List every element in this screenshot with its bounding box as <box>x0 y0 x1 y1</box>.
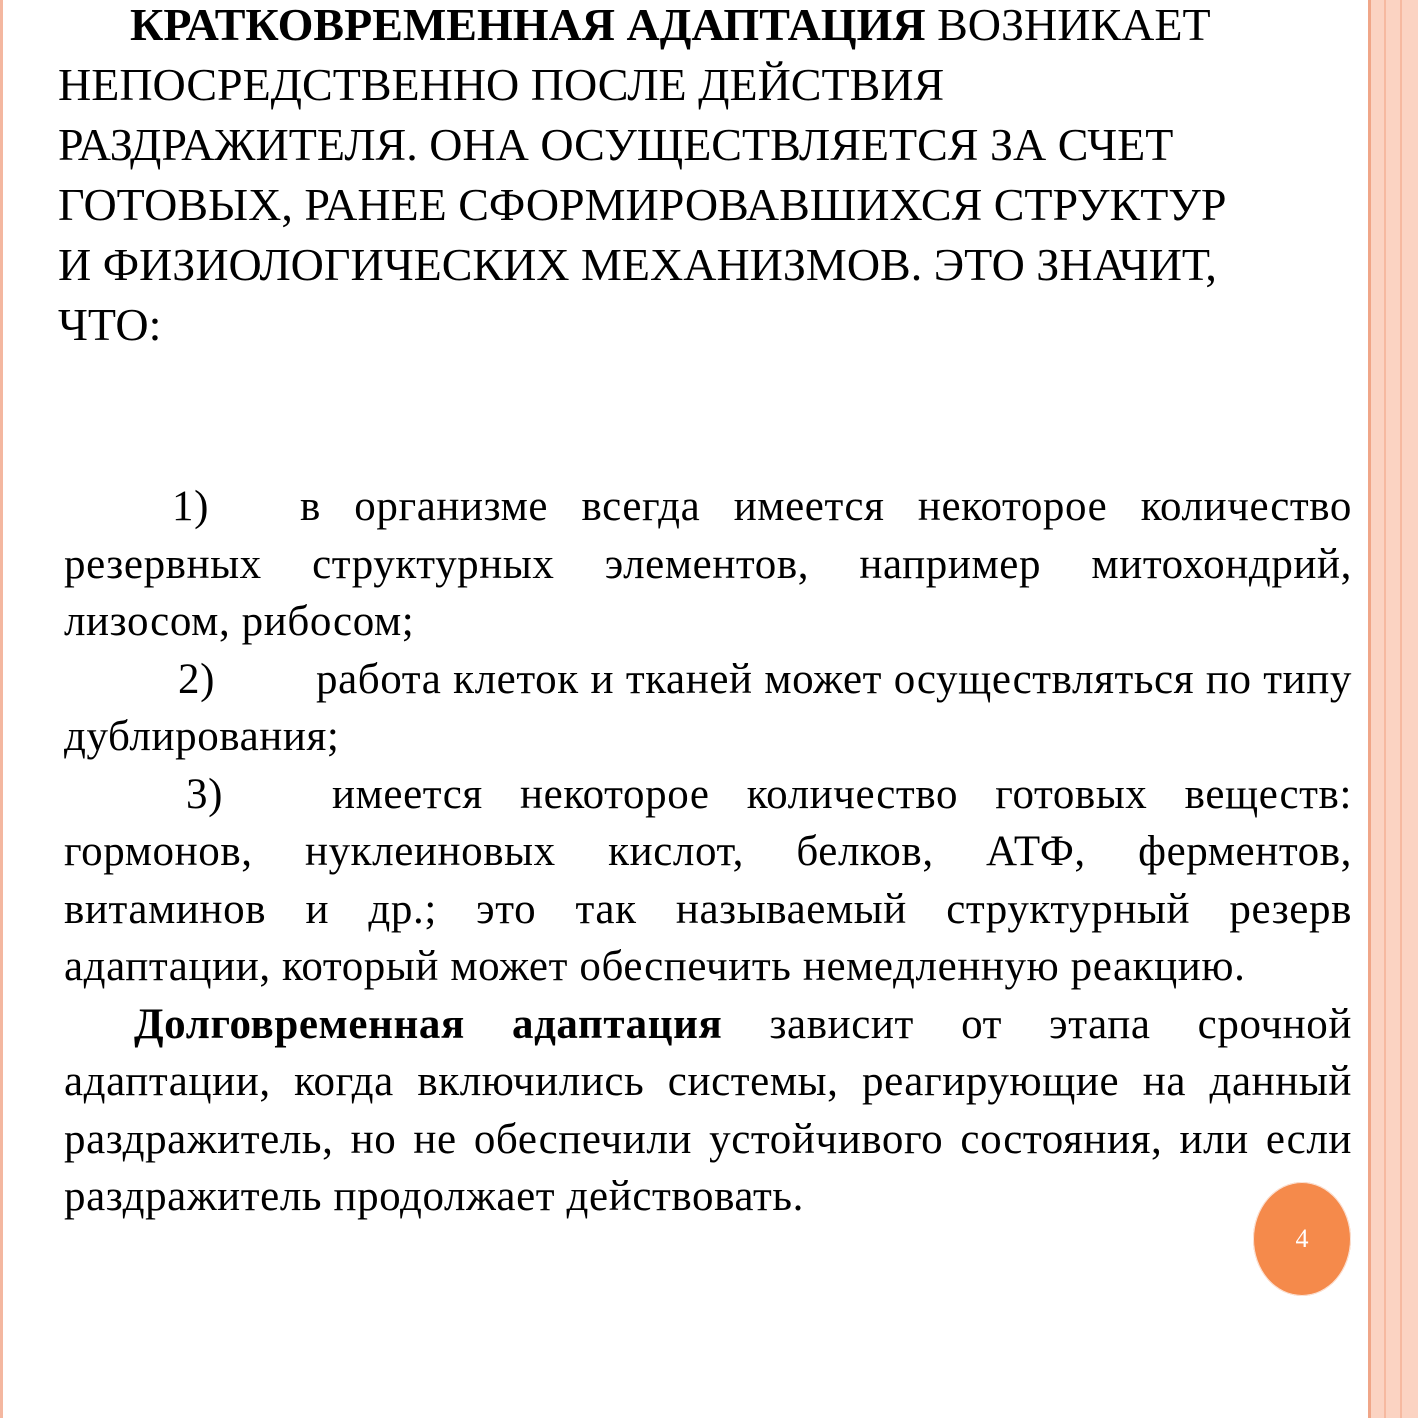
slide-border-right-line <box>1368 0 1371 1418</box>
title-line: НЕПОСРЕДСТВЕННО ПОСЛЕ ДЕЙСТВИЯ <box>58 59 945 110</box>
slide-body <box>64 478 1352 1226</box>
title-bold-term: КРАТКОВРЕМЕННАЯ АДАПТАЦИЯ <box>130 0 926 50</box>
title-line: ЧТО: <box>58 299 162 350</box>
title-text: ВОЗНИКАЕТ <box>925 0 1211 50</box>
list-item <box>64 651 1352 766</box>
slide-border-right-line <box>1400 0 1402 1418</box>
slide-border-right-line <box>1384 0 1386 1418</box>
list-item <box>64 478 1352 651</box>
slide-border-right-band <box>1368 0 1418 1418</box>
slide-title <box>58 0 1348 355</box>
title-line: РАЗДРАЖИТЕЛЯ. ОНА ОСУЩЕСТВЛЯЕТСЯ ЗА СЧЕТ <box>58 119 1174 170</box>
list-item-text: в организме всегда имеется некоторое количество резервных структурных элементов, например митохондрий, лизосом, рибосом; <box>64 483 1352 645</box>
title-line: ГОТОВЫХ, РАНЕЕ СФОРМИРОВАВШИХСЯ СТРУКТУР <box>58 179 1227 230</box>
title-line: И ФИЗИОЛОГИЧЕСКИХ МЕХАНИЗМОВ. ЭТО ЗНАЧИТ, <box>58 239 1217 290</box>
list-item-number: 2) <box>178 655 216 703</box>
slide-border-left <box>0 0 3 1418</box>
title-line <box>58 0 1348 55</box>
list-item-number: 3) <box>186 770 224 818</box>
long-term-bold-term: Долговременная адаптация <box>134 1000 723 1048</box>
list-item <box>64 766 1352 996</box>
list-item-text: работа клеток и тканей может осуществляться по типу дублирования; <box>64 655 1352 760</box>
long-term-text: зависит от этапа срочной адаптации, когда включились системы, реагирующие на данный раздражитель, но не обеспечили устойчивого состояния, или если раздражитель продолжает действовать. <box>64 1000 1352 1220</box>
list-item-text: имеется некоторое количество готовых веществ: гормонов, нуклеиновых кислот, белков, АТФ, ферментов, витаминов и др.; это так называемый структурный резерв адаптации, который может обеспечить немедленную реакцию. <box>64 770 1352 990</box>
long-term-paragraph <box>64 996 1352 1226</box>
page-number: 4 <box>1295 1224 1309 1253</box>
list-item-number: 1) <box>172 483 210 530</box>
